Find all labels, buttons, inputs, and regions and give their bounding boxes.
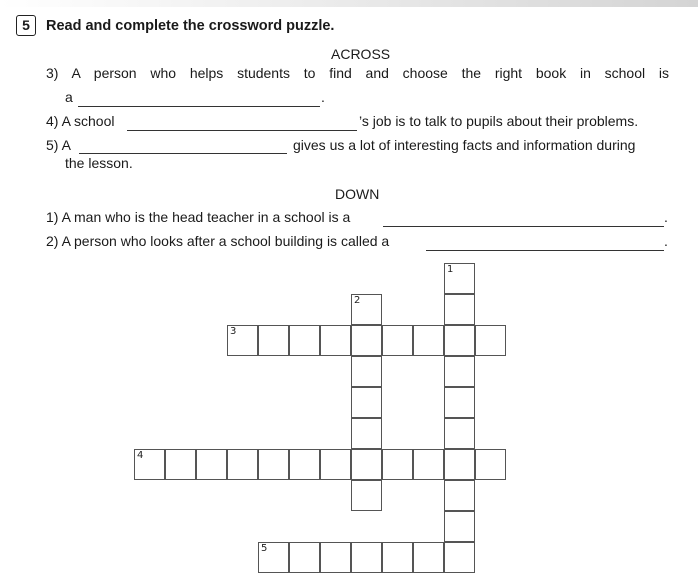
crossword-cell[interactable] [382, 542, 413, 573]
crossword-cell[interactable] [351, 542, 382, 573]
clue-5-prefix: 5) A [46, 137, 71, 153]
clue-4-prefix: 4) A school [46, 113, 115, 129]
crossword-cell[interactable] [258, 449, 289, 480]
crossword-cell[interactable] [351, 356, 382, 387]
crossword-cell[interactable] [289, 325, 320, 356]
down-heading: DOWN [335, 186, 380, 202]
clue-2-end: . [664, 233, 668, 249]
crossword-clue-number: 4 [137, 450, 144, 461]
page-top-edge [0, 0, 698, 7]
crossword-cell[interactable] [444, 263, 475, 294]
clue-2-answer-blank[interactable] [426, 250, 664, 251]
crossword-cell[interactable] [444, 294, 475, 325]
crossword-cell[interactable] [320, 449, 351, 480]
crossword-cell[interactable] [351, 449, 382, 480]
clue-5-suffix: gives us a lot of interesting facts and information during [293, 137, 636, 153]
crossword-cell[interactable] [475, 449, 506, 480]
crossword-cell[interactable] [413, 449, 444, 480]
clue-3-prefix: a [65, 89, 73, 105]
clue-3-answer-blank[interactable] [78, 106, 320, 107]
crossword-cell[interactable] [351, 387, 382, 418]
crossword-cell[interactable] [227, 325, 258, 356]
crossword-cell[interactable] [196, 449, 227, 480]
clue-3-line-1: 3) A person who helps students to find and choose the right book in school is [46, 65, 669, 81]
crossword-cell[interactable] [351, 418, 382, 449]
exercise-title: Read and complete the crossword puzzle. [46, 18, 335, 34]
crossword-cell[interactable] [165, 449, 196, 480]
crossword-cell[interactable] [289, 449, 320, 480]
exercise-number-badge: 5 [16, 15, 36, 36]
crossword-cell[interactable] [320, 542, 351, 573]
crossword-cell[interactable] [444, 356, 475, 387]
crossword-grid [134, 263, 506, 574]
crossword-clue-number: 3 [230, 326, 237, 337]
crossword-cell[interactable] [444, 449, 475, 480]
clue-5-line-2: the lesson. [65, 155, 133, 171]
crossword-cell[interactable] [258, 542, 289, 573]
crossword-cell[interactable] [475, 325, 506, 356]
crossword-cell[interactable] [227, 449, 258, 480]
crossword-cell[interactable] [351, 480, 382, 511]
clue-1-answer-blank[interactable] [383, 226, 664, 227]
crossword-cell[interactable] [320, 325, 351, 356]
crossword-cell[interactable] [134, 449, 165, 480]
crossword-clue-number: 1 [447, 264, 454, 275]
crossword-cell[interactable] [382, 449, 413, 480]
clue-1-end: . [664, 209, 668, 225]
crossword-clue-number: 5 [261, 543, 268, 554]
crossword-cell[interactable] [413, 325, 444, 356]
crossword-cell[interactable] [289, 542, 320, 573]
clue-4-answer-blank[interactable] [127, 130, 357, 131]
crossword-cell[interactable] [351, 294, 382, 325]
crossword-cell[interactable] [413, 542, 444, 573]
crossword-cell[interactable] [444, 325, 475, 356]
across-heading: ACROSS [331, 46, 391, 62]
crossword-cell[interactable] [444, 387, 475, 418]
crossword-cell[interactable] [444, 542, 475, 573]
clue-3-end: . [321, 89, 325, 105]
clue-2-text: 2) A person who looks after a school building is called a [46, 233, 390, 249]
crossword-cell[interactable] [351, 325, 382, 356]
crossword-cell[interactable] [444, 511, 475, 542]
crossword-cell[interactable] [382, 325, 413, 356]
clue-1-text: 1) A man who is the head teacher in a school is a [46, 209, 351, 225]
crossword-cell[interactable] [258, 325, 289, 356]
clue-4-suffix: ’s job is to talk to pupils about their problems. [359, 113, 639, 129]
crossword-clue-number: 2 [354, 295, 361, 306]
crossword-cell[interactable] [444, 480, 475, 511]
crossword-cell[interactable] [444, 418, 475, 449]
clue-5-answer-blank[interactable] [79, 153, 287, 154]
